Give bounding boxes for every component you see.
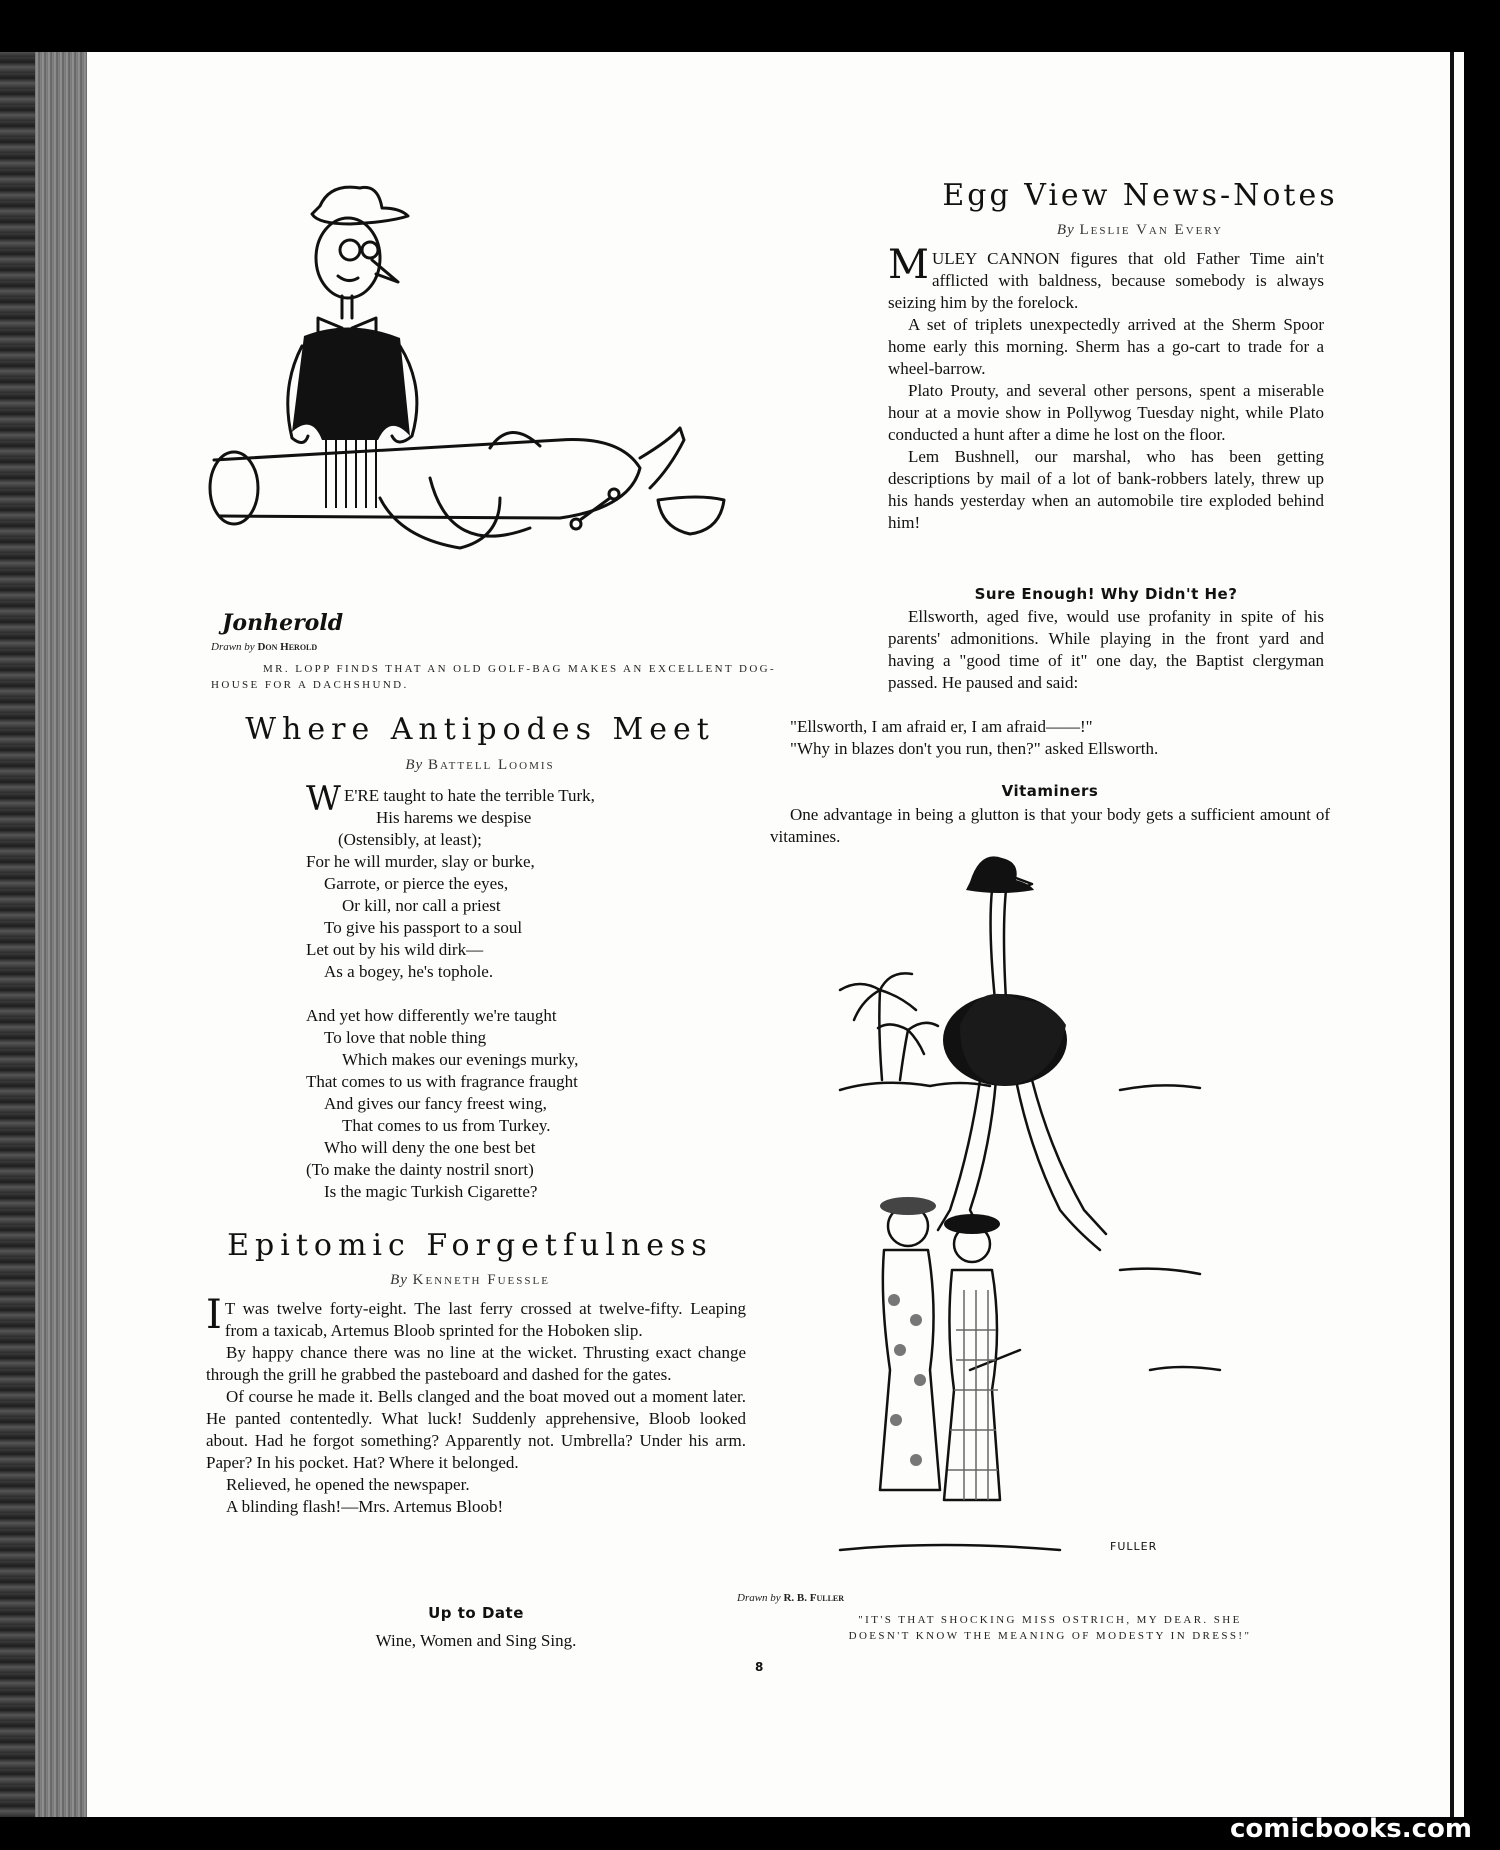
illustration-credit (737, 1592, 844, 1604)
golf-bag-dachshund-illustration (200, 178, 830, 628)
illustration-caption (790, 1612, 1310, 1644)
paragraph: "Ellsworth, I am afraid er, I am afraid——!" (790, 717, 1093, 736)
paragraph: Ellsworth, aged five, would use profanity in spite of his parents' admonitions. While playing in the front yard and having a "good time of it" one day, the Baptist clergyman passed. He paused and said: (888, 607, 1324, 692)
credit-prefix: Drawn by (211, 641, 255, 653)
book-spine (0, 52, 35, 1817)
caption-line: DOESN'T KNOW THE MEANING OF MODESTY IN DRESS!" (848, 1630, 1252, 1642)
paragraph: By happy chance there was no line at the wicket. Thrusting exact change through the grill he grabbed the pasteboard and dashed for the gates. (206, 1343, 746, 1384)
article-body (888, 242, 1324, 534)
poem-line: Let out by his wild dirk— (306, 940, 484, 959)
drop-cap: M (888, 242, 929, 288)
paragraph: A set of triplets unexpectedly arrived at the Sherm Spoor home early this morning. Sherm has a go-cart to trade for a wheel-barrow. (888, 315, 1324, 378)
poem-line: For he will murder, slay or burke, (306, 852, 535, 871)
poem-line: As a bogey, he's tophole. (324, 962, 494, 981)
adjacent-page-edge (1450, 52, 1464, 1817)
credit-name: Don Herold (257, 641, 318, 653)
article-title: Epitomic Forgetfulness (227, 1228, 713, 1263)
illustration-credit (211, 641, 317, 653)
section-heading: Up to Date (428, 1604, 524, 1622)
poem-line: (To make the dainty nostril snort) (306, 1160, 534, 1179)
article-byline (220, 757, 740, 774)
paragraph: One advantage in being a glutton is that your body gets a sufficient amount of vitamines. (770, 805, 1330, 846)
illustration-caption (211, 661, 843, 693)
article-title: Where Antipodes Meet (245, 712, 715, 747)
credit-name: R. B. Fuller (783, 1592, 845, 1604)
poem-line: That comes to us from Turkey. (342, 1116, 551, 1135)
article-body (770, 804, 1330, 848)
illustration-signature: FULLER (1110, 1540, 1158, 1553)
site-watermark: comicbooks.com (1229, 1814, 1472, 1844)
poem-line: Garrote, or pierce the eyes, (324, 874, 509, 893)
page-number: 8 (755, 1660, 764, 1674)
section-heading: Sure Enough! Why Didn't He? (974, 585, 1238, 603)
paragraph: "Why in blazes don't you run, then?" asked Ellsworth. (790, 739, 1159, 758)
page-binding-edge (35, 52, 87, 1817)
paragraph: Of course he made it. Bells clanged and the boat moved out a moment later. He panted contentedly. What luck! Suddenly apprehensive, Bloob looked about. Had he forgot something? Apparently not. Umbrella? Under his arm. Paper? In his pocket. Hat? Where it belonged. (206, 1387, 746, 1472)
paragraph: Relieved, he opened the newspaper. (226, 1475, 470, 1494)
paragraph: A blinding flash!—Mrs. Artemus Bloob! (226, 1497, 504, 1516)
paragraph: ULEY CANNON figures that old Father Time ain't afflicted with baldness, because somebody is always seizing him by the forelock. (888, 249, 1324, 312)
poem-line: Or kill, nor call a priest (342, 896, 501, 915)
poem-line: And yet how differently we're taught (306, 1006, 557, 1025)
poem-line: That comes to us with fragrance fraught (306, 1072, 578, 1091)
poem-line: And gives our fancy freest wing, (324, 1094, 547, 1113)
illustration-signature: Jonherold (222, 610, 344, 636)
paragraph: Plato Prouty, and several other persons, spent a miserable hour at a movie show in Pollywog Tuesday night, while Plato conducted a hunt after a dime he lost on the floor. (888, 381, 1324, 444)
caption-line: "IT'S THAT SHOCKING MISS OSTRICH, MY DEAR. SHE (858, 1614, 1242, 1626)
poem-line: E'RE taught to hate the terrible Turk, (343, 786, 595, 805)
byline-author: Battell Loomis (427, 757, 555, 773)
poem-line: Who will deny the one best bet (324, 1138, 536, 1157)
poem-line: To love that noble thing (324, 1028, 487, 1047)
paragraph: Wine, Women and Sing Sing. (375, 1631, 577, 1650)
article-byline (880, 222, 1400, 239)
article-byline (200, 1272, 740, 1289)
poem-line: To give his passport to a soul (324, 918, 523, 937)
poem-line: Is the magic Turkish Cigarette? (324, 1182, 538, 1201)
drop-cap: I (206, 1292, 222, 1338)
article-body (770, 716, 1330, 760)
credit-prefix: Drawn by (737, 1592, 781, 1604)
article-title: Egg View News-Notes (942, 178, 1338, 213)
drop-cap: W (306, 779, 341, 819)
poem-line: (Ostensibly, at least); (338, 830, 482, 849)
section-heading: Vitaminers (1001, 782, 1099, 800)
poem-stanza-1 (306, 779, 726, 983)
article-body (206, 1292, 746, 1518)
caption-line: MR. LOPP FINDS THAT AN OLD GOLF-BAG MAKES AN EXCELLENT DOG- (263, 663, 777, 675)
poem-line: His harems we despise (376, 808, 532, 827)
paragraph: Lem Bushnell, our marshal, who has been getting descriptions by mail of a lot of bank-robbers lately, threw up his hands yesterday when an automobile tire exploded behind him! (888, 447, 1324, 532)
byline-by: By (1056, 222, 1075, 238)
byline-by: By (390, 1272, 408, 1288)
caption-line: HOUSE FOR A DACHSHUND. (211, 679, 409, 691)
byline-by: By (405, 757, 424, 773)
ostrich-illustration (820, 850, 1270, 1590)
byline-author: Leslie Van Every (1079, 222, 1224, 238)
poem-line: Which makes our evenings murky, (342, 1050, 579, 1069)
paragraph: T was twelve forty-eight. The last ferry crossed at twelve-fifty. Leaping from a taxicab, Artemus Bloob sprinted for the Hoboken slip. (224, 1299, 746, 1340)
poem-stanza-2 (306, 1005, 726, 1203)
article-body (888, 606, 1324, 694)
byline-author: Kenneth Fuessle (412, 1272, 550, 1288)
